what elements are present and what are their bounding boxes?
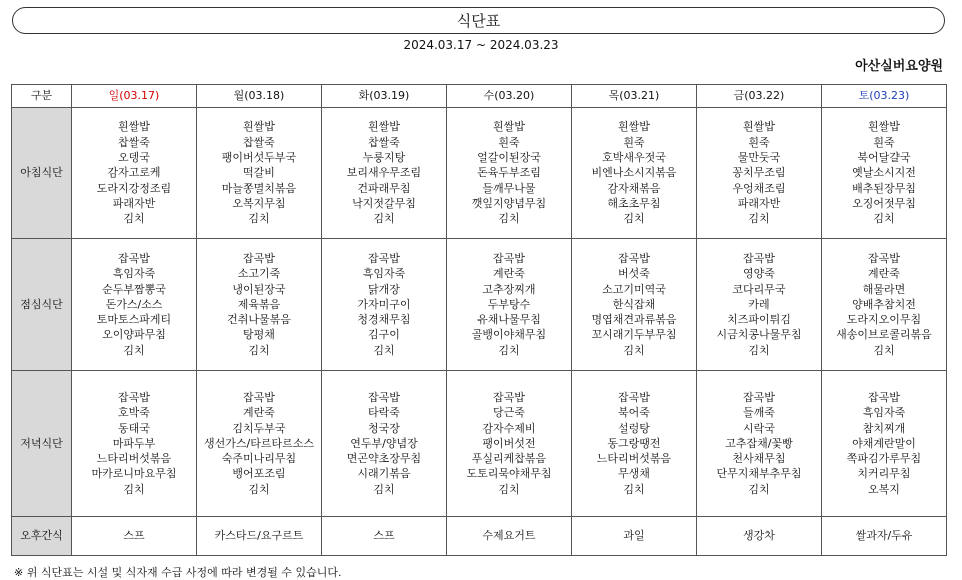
snack-cell: 카스타드/요구르트	[197, 517, 322, 556]
menu-item: 흰쌀밥	[243, 120, 275, 134]
meal-cell	[197, 108, 322, 239]
menu-item: 새송이브로콜리볶음	[836, 328, 932, 342]
breakfast-label: 아침식단	[12, 108, 72, 239]
day-header-thu: 목(03.21)	[572, 85, 697, 108]
menu-item: 잡곡밥	[618, 251, 650, 265]
snack-cell: 생강차	[697, 517, 822, 556]
menu-item: 면곤약초장무침	[346, 452, 422, 466]
menu-item: 동태국	[118, 421, 150, 435]
menu-item: 김치	[498, 343, 520, 357]
menu-item: 무생채	[618, 467, 650, 481]
meal-cell	[447, 371, 572, 517]
menu-item: 잡곡밥	[743, 390, 775, 404]
menu-item: 김치	[748, 482, 770, 496]
meal-cell	[697, 239, 822, 371]
menu-item: 느타리버섯볶음	[96, 452, 172, 466]
menu-item: 흰죽	[748, 135, 770, 149]
menu-item: 김치	[123, 212, 145, 226]
menu-item: 김치	[373, 343, 395, 357]
menu-item: 해물라면	[862, 282, 906, 296]
menu-item: 잡곡밥	[868, 251, 900, 265]
menu-item: 북어달걀국	[857, 151, 911, 165]
snack-row	[12, 517, 947, 556]
menu-item: 팽이버섯두부국	[221, 151, 297, 165]
menu-item: 청경채무침	[357, 313, 411, 327]
menu-item: 김치	[123, 343, 145, 357]
meal-cell	[572, 371, 697, 517]
menu-item: 김치두부국	[232, 421, 286, 435]
menu-item: 한식잡채	[612, 297, 656, 311]
menu-item: 파래자반	[737, 196, 781, 210]
day-header-wed: 수(03.20)	[447, 85, 572, 108]
menu-item: 잡곡밥	[368, 390, 400, 404]
menu-item: 김치	[123, 482, 145, 496]
menu-item: 치즈파이튀김	[727, 313, 791, 327]
menu-item: 들깨무나물	[482, 181, 536, 195]
date-range: 2024.03.17 ~ 2024.03.23	[403, 38, 559, 52]
menu-item: 흰쌀밥	[368, 120, 400, 134]
menu-item: 푸실리케찹볶음	[471, 452, 547, 466]
menu-item: 타락죽	[368, 406, 400, 420]
meal-cell	[447, 108, 572, 239]
menu-item: 잡곡밥	[243, 251, 275, 265]
menu-item: 설렁탕	[618, 421, 650, 435]
menu-item: 돈가스/소스	[105, 297, 163, 311]
menu-item: 북어죽	[618, 406, 650, 420]
menu-item: 김치	[623, 343, 645, 357]
menu-item: 시래기볶음	[357, 467, 411, 481]
menu-item: 해초초무침	[607, 196, 661, 210]
menu-item: 고추잡채/꽃빵	[725, 436, 793, 450]
menu-item: 도라지강정조림	[96, 181, 172, 195]
menu-item: 오징어젓무침	[852, 196, 916, 210]
menu-item: 가자미구이	[357, 297, 411, 311]
menu-item: 명엽채견과류볶음	[591, 313, 677, 327]
meal-cell	[697, 371, 822, 517]
meal-cell	[197, 239, 322, 371]
menu-item: 잡곡밥	[243, 390, 275, 404]
meal-cell	[572, 108, 697, 239]
menu-item: 낙지젓갈무침	[352, 196, 416, 210]
menu-item: 감자채볶음	[607, 181, 661, 195]
menu-item: 뱅어포조림	[232, 467, 286, 481]
meal-cell	[72, 108, 197, 239]
menu-item: 동그랑땡전	[607, 436, 661, 450]
snack-cell: 과일	[572, 517, 697, 556]
lunch-label: 점심식단	[12, 239, 72, 371]
menu-item: 연두부/양념장	[350, 436, 418, 450]
menu-item: 오복지	[868, 482, 900, 496]
menu-item: 두부탕수	[487, 297, 531, 311]
menu-item: 흰쌀밥	[493, 120, 525, 134]
menu-item: 오뎅국	[118, 151, 150, 165]
snack-cell: 쌀과자/두유	[822, 517, 947, 556]
menu-item: 김치	[498, 482, 520, 496]
menu-item: 보리새우무조림	[346, 166, 422, 180]
breakfast-row	[12, 108, 947, 239]
snack-cell: 스프	[72, 517, 197, 556]
menu-item: 오이양파무침	[102, 328, 166, 342]
category-header: 구분	[12, 85, 72, 108]
menu-item: 잡곡밥	[118, 390, 150, 404]
footnote: ※ 위 식단표는 시설 및 식자재 수급 사정에 따라 변경될 수 있습니다.	[14, 566, 342, 579]
meal-cell	[322, 239, 447, 371]
menu-item: 탕평채	[243, 328, 275, 342]
menu-item: 쪽파김가루무침	[846, 452, 922, 466]
menu-item: 카레	[748, 297, 770, 311]
menu-item: 누룽지탕	[362, 151, 406, 165]
menu-item: 배추된장무침	[852, 181, 916, 195]
menu-item: 김구이	[368, 328, 400, 342]
menu-item: 고추장찌개	[482, 282, 536, 296]
menu-item: 김치	[748, 343, 770, 357]
menu-item: 마파두부	[112, 436, 156, 450]
menu-item: 시금치콩나물무침	[716, 328, 802, 342]
meal-cell	[72, 371, 197, 517]
menu-item: 소고기죽	[237, 267, 281, 281]
menu-item: 찹쌀죽	[118, 135, 150, 149]
meal-cell	[197, 371, 322, 517]
menu-item: 꽁치무조림	[732, 166, 786, 180]
meal-cell	[822, 371, 947, 517]
menu-item: 김치	[748, 212, 770, 226]
day-header-sat: 토(03.23)	[822, 85, 947, 108]
day-header-fri: 금(03.22)	[697, 85, 822, 108]
menu-item: 잡곡밥	[493, 251, 525, 265]
menu-item: 파래자반	[112, 196, 156, 210]
menu-item: 우엉채조림	[732, 181, 786, 195]
menu-item: 건취나물볶음	[227, 313, 291, 327]
menu-item: 감자고로케	[107, 166, 161, 180]
menu-item: 비엔나소시지볶음	[591, 166, 677, 180]
meal-cell	[447, 239, 572, 371]
menu-item: 냉이된장국	[232, 282, 286, 296]
menu-item: 잡곡밥	[743, 251, 775, 265]
menu-item: 흑임자죽	[362, 267, 406, 281]
day-header-sun: 일(03.17)	[72, 85, 197, 108]
menu-item: 호박새우젓국	[602, 151, 666, 165]
menu-item: 코다리무국	[732, 282, 786, 296]
menu-item: 잡곡밥	[618, 390, 650, 404]
menu-item: 김치	[873, 212, 895, 226]
menu-item: 흰죽	[623, 135, 645, 149]
menu-item: 김치	[373, 482, 395, 496]
meal-table	[11, 84, 947, 556]
menu-item: 김치	[873, 343, 895, 357]
menu-item: 천사채무침	[732, 452, 786, 466]
menu-item: 마늘쫑멸치볶음	[221, 181, 297, 195]
menu-item: 흰죽	[873, 135, 895, 149]
meal-cell	[822, 108, 947, 239]
menu-item: 흑임자죽	[862, 406, 906, 420]
menu-item: 느타리버섯볶음	[596, 452, 672, 466]
menu-item: 양배추참치전	[852, 297, 916, 311]
menu-item: 닭개장	[368, 282, 400, 296]
menu-item: 생선가스/타르타르소스	[204, 436, 314, 450]
menu-item: 버섯죽	[618, 267, 650, 281]
menu-item: 유채나물무침	[477, 313, 541, 327]
menu-item: 깻잎지양념무침	[471, 196, 547, 210]
menu-item: 오복지무침	[232, 196, 286, 210]
menu-item: 건파래무침	[357, 181, 411, 195]
menu-item: 잡곡밥	[118, 251, 150, 265]
menu-item: 찹쌀죽	[243, 135, 275, 149]
snack-cell: 수제요거트	[447, 517, 572, 556]
menu-item: 얼갈이된장국	[477, 151, 541, 165]
snack-label: 오후간식	[12, 517, 72, 556]
menu-item: 계란죽	[243, 406, 275, 420]
menu-item: 들깨죽	[743, 406, 775, 420]
meal-cell	[322, 108, 447, 239]
menu-item: 도토리묵야채무침	[466, 467, 552, 481]
menu-item: 꼬시래기두부무침	[591, 328, 677, 342]
menu-item: 흰쌀밥	[118, 120, 150, 134]
menu-item: 호박죽	[118, 406, 150, 420]
menu-item: 찹쌀죽	[368, 135, 400, 149]
menu-item: 골뱅이야채무침	[471, 328, 547, 342]
menu-item: 소고기미역국	[602, 282, 666, 296]
menu-item: 시락국	[743, 421, 775, 435]
menu-item: 숙주미나리무침	[221, 452, 297, 466]
menu-item: 흰쌀밥	[618, 120, 650, 134]
menu-item: 마카로니마요무침	[91, 467, 177, 481]
menu-item: 김치	[248, 343, 270, 357]
menu-item: 도라지오이무침	[846, 313, 922, 327]
table-header-row	[12, 85, 947, 108]
day-header-tue: 화(03.19)	[322, 85, 447, 108]
menu-item: 김치	[373, 212, 395, 226]
menu-item: 흑임자죽	[112, 267, 156, 281]
menu-item: 옛날소시지전	[852, 166, 916, 180]
menu-item: 돈육두부조림	[477, 166, 541, 180]
menu-item: 계란죽	[868, 267, 900, 281]
facility-name: 아산실버요양원	[855, 59, 943, 74]
meal-cell	[822, 239, 947, 371]
dinner-label: 저녁식단	[12, 371, 72, 517]
menu-item: 김치	[248, 212, 270, 226]
meal-cell	[572, 239, 697, 371]
menu-item: 토마토스파게티	[96, 313, 172, 327]
menu-item: 감자수제비	[482, 421, 536, 435]
menu-item: 계란죽	[493, 267, 525, 281]
menu-item: 흰쌀밥	[743, 120, 775, 134]
menu-item: 야채계란말이	[852, 436, 916, 450]
menu-item: 흰쌀밥	[868, 120, 900, 134]
menu-item: 김치	[498, 212, 520, 226]
menu-item: 순두부짬뽕국	[102, 282, 166, 296]
menu-item: 물만둣국	[737, 151, 781, 165]
menu-item: 김치	[623, 212, 645, 226]
menu-item: 영양죽	[743, 267, 775, 281]
menu-item: 참치찌개	[862, 421, 906, 435]
page-title: 식단표	[456, 12, 501, 30]
menu-item: 치커리무침	[857, 467, 911, 481]
menu-item: 김치	[623, 482, 645, 496]
menu-item: 잡곡밥	[368, 251, 400, 265]
menu-item: 잡곡밥	[868, 390, 900, 404]
menu-item: 잡곡밥	[493, 390, 525, 404]
lunch-row	[12, 239, 947, 371]
meal-cell	[322, 371, 447, 517]
meal-cell	[72, 239, 197, 371]
menu-item: 팽이버섯전	[482, 436, 536, 450]
menu-item: 흰죽	[498, 135, 520, 149]
day-header-mon: 월(03.18)	[197, 85, 322, 108]
menu-item: 당근죽	[493, 406, 525, 420]
menu-item: 단무지채부추무침	[716, 467, 802, 481]
snack-cell: 스프	[322, 517, 447, 556]
title-box	[12, 7, 945, 34]
menu-item: 떡갈비	[243, 166, 275, 180]
menu-item: 제육볶음	[237, 297, 281, 311]
meal-cell	[697, 108, 822, 239]
menu-item: 김치	[248, 482, 270, 496]
menu-item: 청국장	[368, 421, 400, 435]
dinner-row	[12, 371, 947, 517]
